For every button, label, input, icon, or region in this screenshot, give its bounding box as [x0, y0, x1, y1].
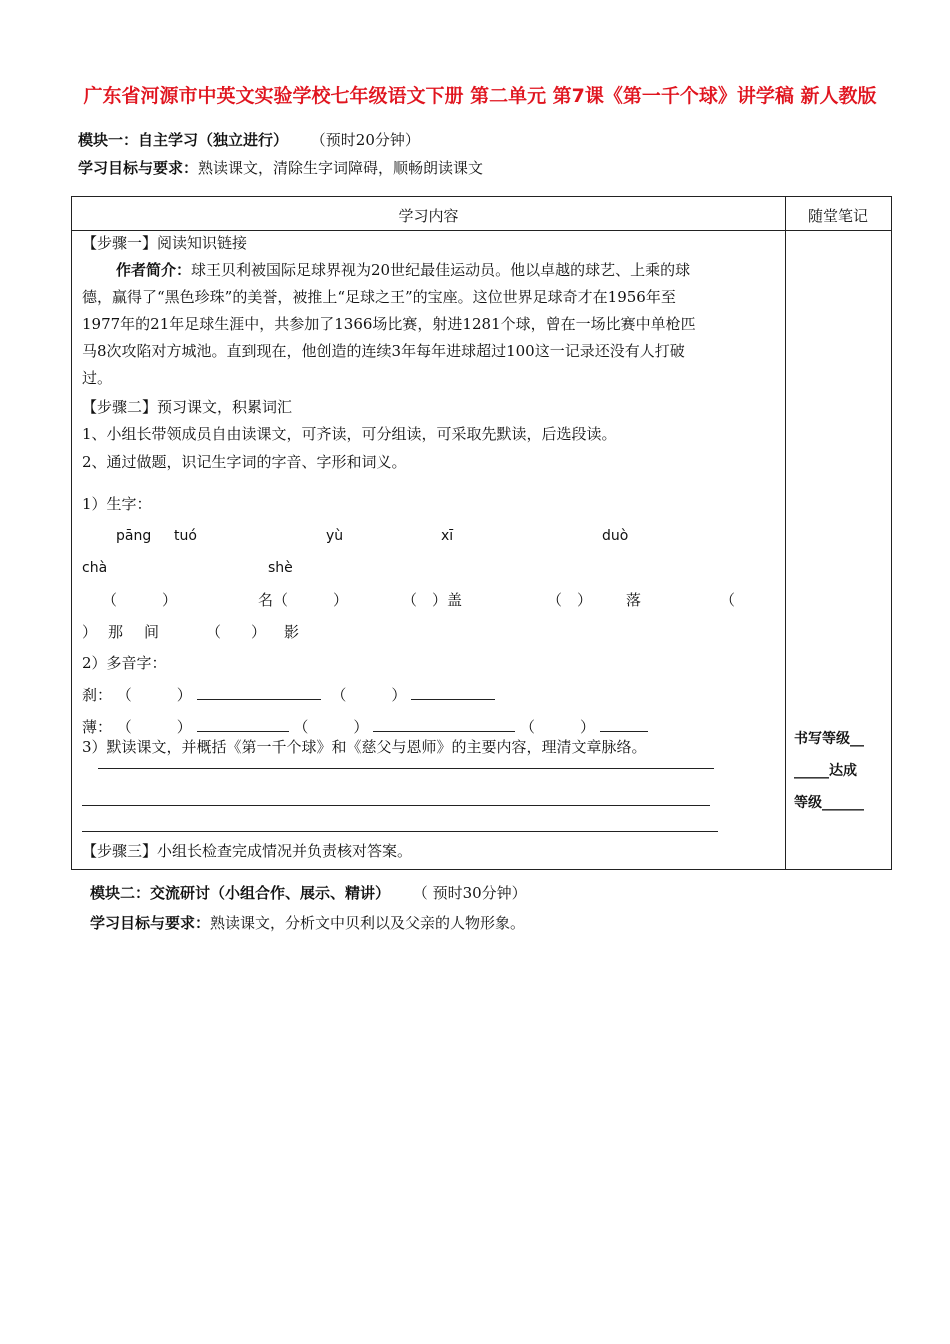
answer-line-2[interactable]: [82, 805, 710, 806]
module1-heading: 模块一：自主学习（独立进行）: [78, 131, 289, 149]
duoyin-label: 2）多音字：: [82, 654, 167, 672]
answer-blank[interactable]: [411, 685, 495, 700]
author-line-2: 德，赢得了“黑色珍珠”的美誉，被推上“足球之王”的宝座。这位世界足球奇才在1956年至: [82, 288, 676, 306]
answer-blank[interactable]: [197, 717, 289, 732]
module1-header: [78, 130, 420, 150]
notes-grade-1: 书写等级__: [794, 731, 864, 747]
notes-grade-2: _____达成: [794, 763, 857, 779]
author-line-3: 1977年的21年足球生涯中，共参加了1366场比赛，射进1281个球，曾在一场比赛中单枪匹: [82, 315, 696, 333]
module1-goal: [78, 158, 483, 178]
pinyin-xi: xī: [441, 528, 454, 544]
char-na: 那: [108, 623, 124, 641]
blank-she: （ ）: [206, 623, 267, 641]
module1-goal-label: 学习目标与要求：: [78, 159, 199, 177]
module2-time: （ 预时30分钟）: [412, 884, 527, 902]
blank-duo: （ ）: [547, 591, 593, 609]
module2-goal: [90, 913, 525, 933]
blank-cha-close: ）: [82, 623, 98, 641]
module2-heading: 模块二：交流研讨（小组合作、展示、精讲）: [90, 884, 391, 902]
step1-heading: 【步骤一】阅读知识链接: [82, 234, 248, 252]
word-duo-luo: 落: [626, 591, 642, 609]
table-column-divider: [785, 197, 786, 869]
module1-time: （预时20分钟）: [310, 131, 420, 149]
notes-grade-3: 等级______: [794, 795, 864, 811]
shengzi-label: 1）生字：: [82, 495, 152, 513]
author-line-1: 作者简介：球王贝利被国际足球界视为20世纪最佳运动员。他以卓越的球艺、上乘的球: [116, 261, 691, 279]
table-header-divider: [72, 230, 891, 231]
char-ying: 影: [284, 623, 300, 641]
step2-heading: 【步骤二】预习课文，积累词汇: [82, 398, 293, 416]
pinyin-pang: pāng: [116, 528, 152, 544]
answer-blank[interactable]: [197, 685, 321, 700]
module2-goal-label: 学习目标与要求：: [90, 914, 211, 932]
module1-goal-text: 熟读课文，清除生字词障碍，顺畅朗读课文: [198, 159, 484, 177]
step3-text: 【步骤三】小组长检查完成情况并负责核对答案。: [82, 842, 413, 860]
pinyin-she: shè: [268, 560, 293, 576]
step2-item-2: 2、通过做题，识记生字词的字音、字形和词义。: [82, 453, 407, 471]
char-jian: 间: [144, 623, 160, 641]
study-table: [71, 196, 892, 870]
col-header-notes: 随堂笔记: [807, 207, 868, 225]
duoyin-row-bao: 薄： （ ） （ ） （ ）: [82, 717, 648, 737]
author-label: 作者简介：: [116, 261, 192, 279]
author-line-4: 马8次攻陷对方城池。直到现在，他创造的连续3年每年进球超过100这一记录还没有人打破: [82, 342, 685, 360]
blank-pang-tuo: （ ）: [102, 591, 178, 609]
answer-blank[interactable]: [373, 717, 515, 732]
pinyin-yu: yù: [326, 528, 344, 544]
word-xi-gai: （ ）盖: [402, 591, 463, 609]
author-line-5: 过。: [82, 369, 113, 387]
summary-task: 3）默读课文，并概括《第一千个球》和《慈父与恩师》的主要内容，理清文章脉络。: [82, 738, 647, 756]
answer-line-3[interactable]: [82, 831, 718, 832]
blank-cha-open: （: [720, 591, 736, 609]
duoyin-row-cha: 刹： （ ） （ ）: [82, 685, 495, 705]
pinyin-tuo: tuó: [174, 528, 197, 544]
pinyin-duo: duò: [602, 528, 629, 544]
pinyin-cha: chà: [82, 560, 108, 576]
col-header-content: 学习内容: [398, 207, 459, 225]
module2-goal-text: 熟读课文，分析文中贝利以及父亲的人物形象。: [210, 914, 526, 932]
word-yu-ming: 名（ ）: [258, 591, 349, 609]
answer-blank[interactable]: [600, 717, 648, 732]
page-title: 广东省河源市中英文实验学校七年级语文下册 第二单元 第7课《第一千个球》讲学稿 新人教版: [83, 85, 877, 107]
answer-line-1[interactable]: [98, 768, 714, 769]
module2-header: [90, 883, 527, 903]
step2-item-1: 1、小组长带领成员自由读课文，可齐读，可分组读，可采取先默读，后选段读。: [82, 425, 617, 443]
